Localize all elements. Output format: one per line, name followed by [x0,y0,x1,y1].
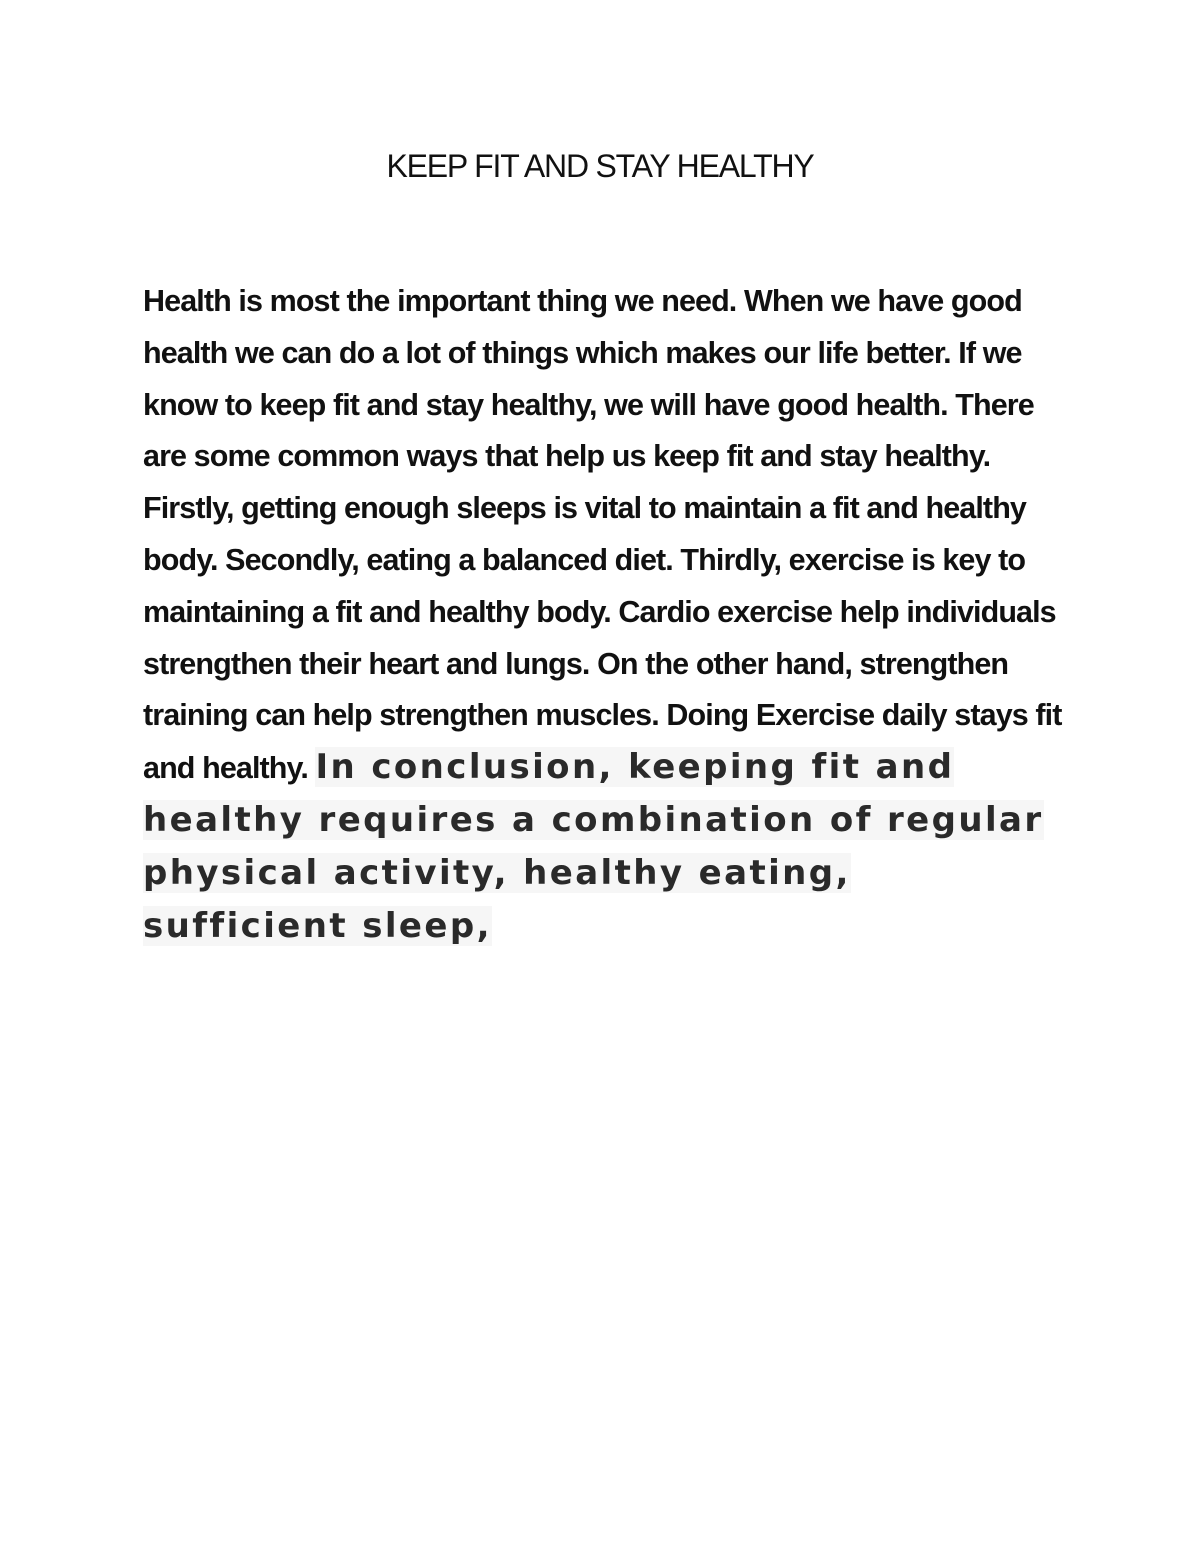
essay-paragraph [143,276,1063,953]
conclusion-text: In conclusion, keeping fit and healthy requires a combination of regular physical activity, healthy eating, sufficient sleep, [143,747,1044,946]
essay-body-text: Health is most the important thing we need. When we have good health we can do a lot of things which makes our life better. If we know to keep fit and stay healthy, we will have good health. There are some common ways that help us keep fit and stay healthy. Firstly, getting enough sleeps is vital to maintain a fit and healthy body. Secondly, eating a balanced diet. Thirdly, exercise is key to maintaining a fit and healthy body. Cardio exercise help individuals strengthen their heart and lungs. On the other hand, strengthen training can help strengthen muscles. Doing Exercise daily stays fit and healthy. [143,284,1062,786]
document-title: KEEP FIT AND STAY HEALTHY [386,148,814,184]
